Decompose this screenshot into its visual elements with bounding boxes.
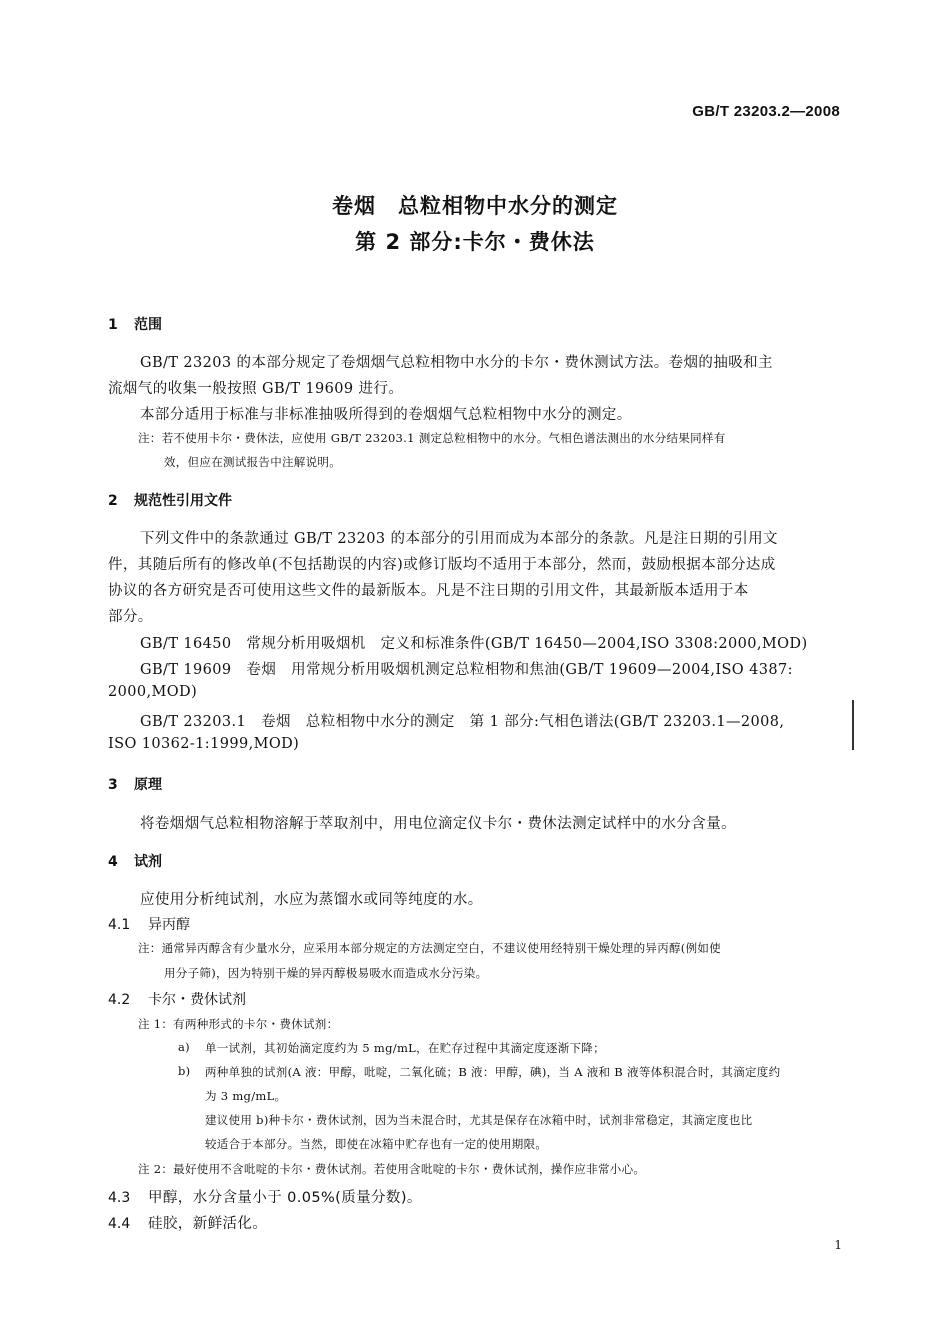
reference-gbt-19609-line-1: GB/T 19609 卷烟 用常规分析用吸烟机测定总粒相物和焦油(GB/T 19609—2004,ISO 4387: xyxy=(140,662,793,678)
section-2-paragraph-line-4: 部分。 xyxy=(108,609,153,625)
section-2-paragraph-line-3: 协议的各方研究是否可使用这些文件的最新版本。凡是不注日期的引用文件，其最新版本适用于本 xyxy=(108,583,749,599)
section-2-paragraph-line-1: 下列文件中的条款通过 GB/T 23203 的本部分的引用而成为本部分的条款。凡是注日期的引用文 xyxy=(140,531,778,547)
subsection-4-1-note-line-2: 用分子筛)，因为特别干燥的异丙醇极易吸水而造成水分污染。 xyxy=(164,966,488,980)
section-1-paragraph-1-line-1: GB/T 23203 的本部分规定了卷烟烟气总粒相物中水分的卡尔・费休测试方法。卷烟的抽吸和主 xyxy=(140,355,773,371)
section-1-note-line-2: 效，但应在测试报告中注解说明。 xyxy=(164,455,341,469)
list-item-b-line-4: 较适合于本部分。当然，即使在冰箱中贮存也有一定的使用期限。 xyxy=(205,1137,548,1151)
reference-gbt-23203-1-line-1: GB/T 23203.1 卷烟 总粒相物中水分的测定 第 1 部分:气相色谱法(GB/T 23203.1—2008, xyxy=(140,714,785,730)
section-1-heading: 1 范围 xyxy=(108,317,162,333)
title-line-1: 卷烟 总粒相物中水分的测定 xyxy=(332,194,618,218)
subsection-4-3: 4.3 甲醇，水分含量小于 0.05%(质量分数)。 xyxy=(108,1190,422,1206)
list-item-b-marker: b) xyxy=(178,1064,191,1078)
subsection-4-1-note-line-1: 注：通常异丙醇含有少量水分，应采用本部分规定的方法测定空白，不建议使用经特别干燥处理的异丙醇(例如使 xyxy=(138,941,721,955)
section-4-paragraph: 应使用分析纯试剂，水应为蒸馏水或同等纯度的水。 xyxy=(140,892,483,908)
subsection-4-4: 4.4 硅胶，新鲜活化。 xyxy=(108,1216,268,1232)
section-1-paragraph-1-line-2: 流烟气的收集一般按照 GB/T 19609 进行。 xyxy=(108,381,404,397)
list-item-a-text: 单一试剂，其初始滴定度约为 5 mg/mL，在贮存过程中其滴定度逐渐下降； xyxy=(205,1041,605,1055)
subsection-4-2-heading: 4.2 卡尔・费休试剂 xyxy=(108,992,246,1008)
title-line-2: 第 2 部分:卡尔・费休法 xyxy=(355,230,595,254)
subsection-4-1-heading: 4.1 异丙醇 xyxy=(108,917,190,933)
reference-gbt-23203-1-line-2: ISO 10362-1:1999,MOD) xyxy=(108,736,300,752)
section-4-heading: 4 试剂 xyxy=(108,854,162,870)
section-3-paragraph: 将卷烟烟气总粒相物溶解于萃取剂中，用电位滴定仪卡尔・费休法测定试样中的水分含量。 xyxy=(140,816,736,832)
reference-gbt-19609-line-2: 2000,MOD) xyxy=(108,684,198,700)
reference-gbt-16450: GB/T 16450 常规分析用吸烟机 定义和标准条件(GB/T 16450—2004,ISO 3308:2000,MOD) xyxy=(140,636,808,652)
list-item-b-line-1: 两种单独的试剂(A 液：甲醇，吡啶，二氧化硫；B 液：甲醇，碘)，当 A 液和 B 液等体积混合时，其滴定度约 xyxy=(205,1065,781,1079)
margin-change-bar xyxy=(852,700,854,750)
list-item-b-line-2: 为 3 mg/mL。 xyxy=(205,1089,287,1103)
list-item-b-line-3: 建议使用 b)种卡尔・费休试剂，因为当未混合时，尤其是保存在冰箱中时，试剂非常稳定，其滴定度也比 xyxy=(205,1113,753,1127)
page-number: 1 xyxy=(834,1238,842,1252)
list-item-a-marker: a) xyxy=(178,1040,190,1054)
subsection-4-2-note-2: 注 2：最好使用不含吡啶的卡尔・费休试剂。若使用含吡啶的卡尔・费休试剂，操作应非常小心。 xyxy=(138,1162,646,1176)
section-2-heading: 2 规范性引用文件 xyxy=(108,493,232,509)
subsection-4-2-note-1: 注 1：有两种形式的卡尔・费休试剂： xyxy=(138,1017,339,1031)
standard-code: GB/T 23203.2—2008 xyxy=(692,103,840,120)
section-2-paragraph-line-2: 件，其随后所有的修改单(不包括勘误的内容)或修订版均不适用于本部分，然而，鼓励根据本部分达成 xyxy=(108,557,776,573)
section-1-paragraph-2: 本部分适用于标准与非标准抽吸所得到的卷烟烟气总粒相物中水分的测定。 xyxy=(140,407,632,423)
section-1-note-line-1: 注：若不使用卡尔・费休法，应使用 GB/T 23203.1 测定总粒相物中的水分。气相色谱法测出的水分结果同样有 xyxy=(138,431,726,445)
section-3-heading: 3 原理 xyxy=(108,777,162,793)
